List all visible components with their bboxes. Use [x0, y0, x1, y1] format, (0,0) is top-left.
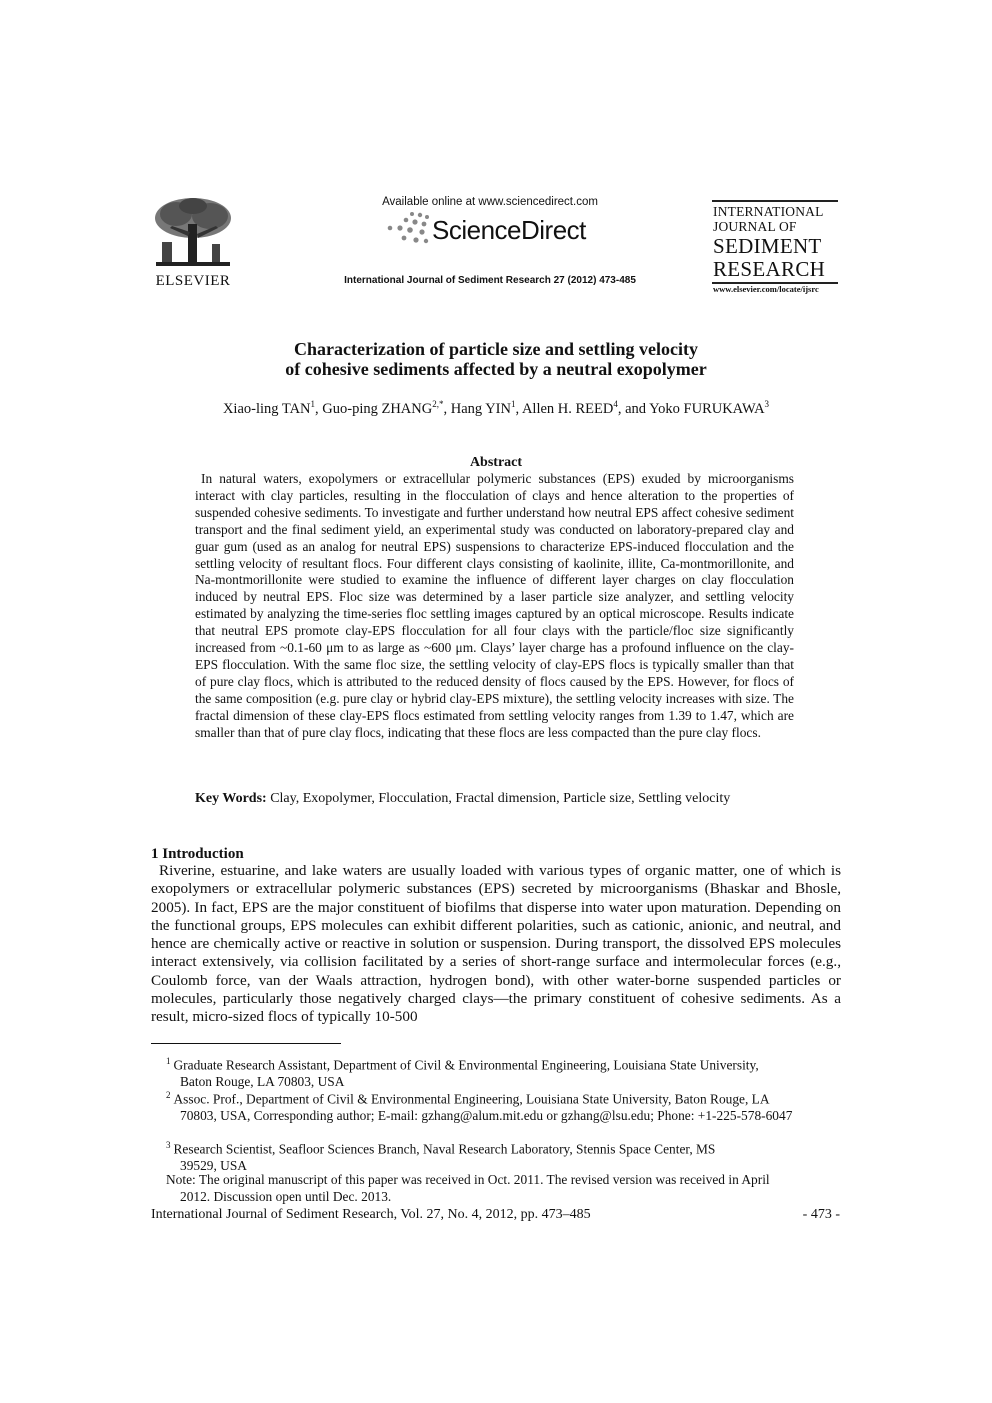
- author-separator: ,: [443, 400, 451, 417]
- elsevier-wordmark: ELSEVIER: [155, 273, 231, 289]
- author-affiliation-mark: 1: [310, 399, 316, 409]
- footnote-text: Note: The original manuscript of this paper was received in Oct. 2011. The revised version was received in April: [166, 1172, 770, 1187]
- page-number: - 473 -: [802, 1207, 840, 1222]
- footnote-text-continued: 2012. Discussion open until Dec. 2013.: [180, 1189, 392, 1204]
- journal-logo-line: JOURNAL OF: [713, 219, 797, 234]
- keywords-list: Clay, Exopolymer, Flocculation, Fractal dimension, Particle size, Settling velocity: [270, 791, 731, 806]
- footer-journal-reference: International Journal of Sediment Research, Vol. 27, No. 4, 2012, pp. 473–485: [151, 1207, 591, 1222]
- author-separator: , and: [617, 400, 650, 417]
- footnote: [166, 1087, 826, 1124]
- sciencedirect-available-online[interactable]: Available online at www.sciencedirect.com: [382, 196, 598, 208]
- section-heading-introduction: 1 Introduction: [151, 846, 244, 862]
- author-name: Yoko FURUKAWA: [649, 400, 765, 417]
- author-name: Allen H. REED: [521, 400, 614, 417]
- author-separator: ,: [515, 400, 522, 417]
- author-separator: ,: [315, 400, 323, 417]
- author-affiliation-mark: 1: [510, 399, 516, 409]
- journal-logo-line: INTERNATIONAL: [713, 204, 824, 219]
- journal-logo-url[interactable]: www.elsevier.com/locate/ijsrc: [713, 284, 819, 294]
- abstract-text: In natural waters, exopolymers or extracellular polymeric substances (EPS) exuded by microorganisms interact with clay particles, resulting in the flocculation of clays and hence alteration to the properties of suspended cohesive sediments. To investigate and further understand how neutral EPS affect cohesive sediment transport and the final sediment yield, an experimental study was conducted on laboratory-prepared clay and guar gum (used as an analog for neutral EPS) suspensions to characterize EPS-induced flocculation and the settling velocity of resultant flocs. Four different clays consisting of kaolinite, illite, Ca-montmorillonite, and Na-montmorillonite were studied to examine the influence of different layer charges on clay flocculation induced by neutral EPS. Floc size was determined by a laser particle size analyzer, and settling velocity estimated by analyzing the time-series floc settling images captured by an optical microscope. Results indicate that neutral EPS promote clay-EPS flocculation for all four clays with the particle/floc size significantly increased from ~0.1-60 μm to as large as ~600 μm. Clays’ layer charge has a profound influence on the clay-EPS flocculation. With the same floc size, the settling velocity of clay-EPS flocs is typically smaller than that of pure clay flocs, which is attributed to the reduced density of flocs caused by the EPS. However, for flocs of the same composition (e.g. pure clay or hybrid clay-EPS mixture), the settling velocity increases with size. The fractal dimension of these clay-EPS flocs estimated from settling velocity ranges from 1.39 to 1.47, which are smaller than that of pure clay flocs, indicating that these flocs are less compacted than the pure clay flocs.: [195, 471, 794, 740]
- author-name: Guo-ping ZHANG: [322, 400, 433, 417]
- author-name: Xiao-ling TAN: [222, 400, 311, 417]
- journal-logo-top-rule: [712, 200, 838, 202]
- sciencedirect-header: [330, 196, 650, 296]
- elsevier-tree-icon: [148, 196, 238, 274]
- footnote-text-continued: 70803, USA, Corresponding author; E-mail: gzhang@alum.mit.edu or gzhang@lsu.edu; Phone: +1-225-578-6047: [180, 1108, 793, 1124]
- footnote-divider: [151, 1043, 341, 1044]
- footnote-mark: 3: [166, 1140, 171, 1150]
- footnote: [166, 1137, 826, 1174]
- footnote-text-continued: Baton Rouge, LA 70803, USA: [180, 1074, 345, 1090]
- paper-title-line: Characterization of particle size and settling velocity: [294, 339, 698, 359]
- author-affiliation-mark: 3: [764, 399, 770, 409]
- journal-logo-line: SEDIMENT: [713, 234, 822, 258]
- footnote: [166, 1053, 826, 1090]
- journal-logo-line: RESEARCH: [713, 257, 826, 281]
- footnote-text-continued: 39529, USA: [180, 1158, 247, 1174]
- paper-title: [150, 339, 842, 379]
- journal-citation: International Journal of Sediment Research 27 (2012) 473-485: [344, 275, 636, 286]
- sciencedirect-wordmark: ScienceDirect: [432, 215, 586, 245]
- footnote-text: Research Scientist, Seafloor Sciences Branch, Naval Research Laboratory, Stennis Space Center, MS: [173, 1141, 716, 1157]
- keywords: [195, 791, 835, 807]
- introduction-text: Riverine, estuarine, and lake waters are usually loaded with various types of organic matter, one of which is exopolymers or extracellular polymeric substances (EPS) secreted by microorganisms (Bhaskar and Bhosle, 2005). In fact, EPS are the major constituent of biofilms that disperse into water upon maturation. Depending on the functional groups, EPS molecules can exhibit different polarities, such as cationic, anionic, and neutral, and hence are chemically active or reactive in solution or suspension. During transport, the dissolved EPS molecules interact extensively, via collision facilitated by a series of short-range surface and intermolecular forces (e.g., Coulomb force, van der Waals attraction, hydrogen bond), with other water-borne suspended particles or molecules, particularly those negatively charged clays—the primary constituent of cohesive sediments. As a result, micro-sized flocs of typically 10-500: [151, 862, 841, 1026]
- elsevier-logo: [148, 196, 238, 292]
- abstract-heading: Abstract: [469, 455, 523, 470]
- footnote-text: Graduate Research Assistant, Department of Civil & Environmental Engineering, Louisiana State University,: [173, 1057, 759, 1073]
- journal-logo: [712, 198, 840, 298]
- footnote-note: [166, 1171, 826, 1205]
- author-affiliation-mark: 4: [613, 399, 618, 409]
- footnote-text: Assoc. Prof., Department of Civil & Environmental Engineering, Louisiana State University, Baton Rouge, LA: [173, 1091, 770, 1107]
- footnote-mark: 1: [166, 1056, 171, 1066]
- author-affiliation-mark: 2,*: [432, 399, 444, 409]
- author-name: Hang YIN: [450, 400, 511, 417]
- keywords-label: Key Words:: [195, 791, 267, 806]
- paper-title-line: of cohesive sediments affected by a neutral exopolymer: [285, 359, 707, 379]
- footnote-mark: 2: [166, 1090, 171, 1100]
- author-list: [150, 399, 842, 418]
- sciencedirect-dots-icon: [382, 210, 432, 246]
